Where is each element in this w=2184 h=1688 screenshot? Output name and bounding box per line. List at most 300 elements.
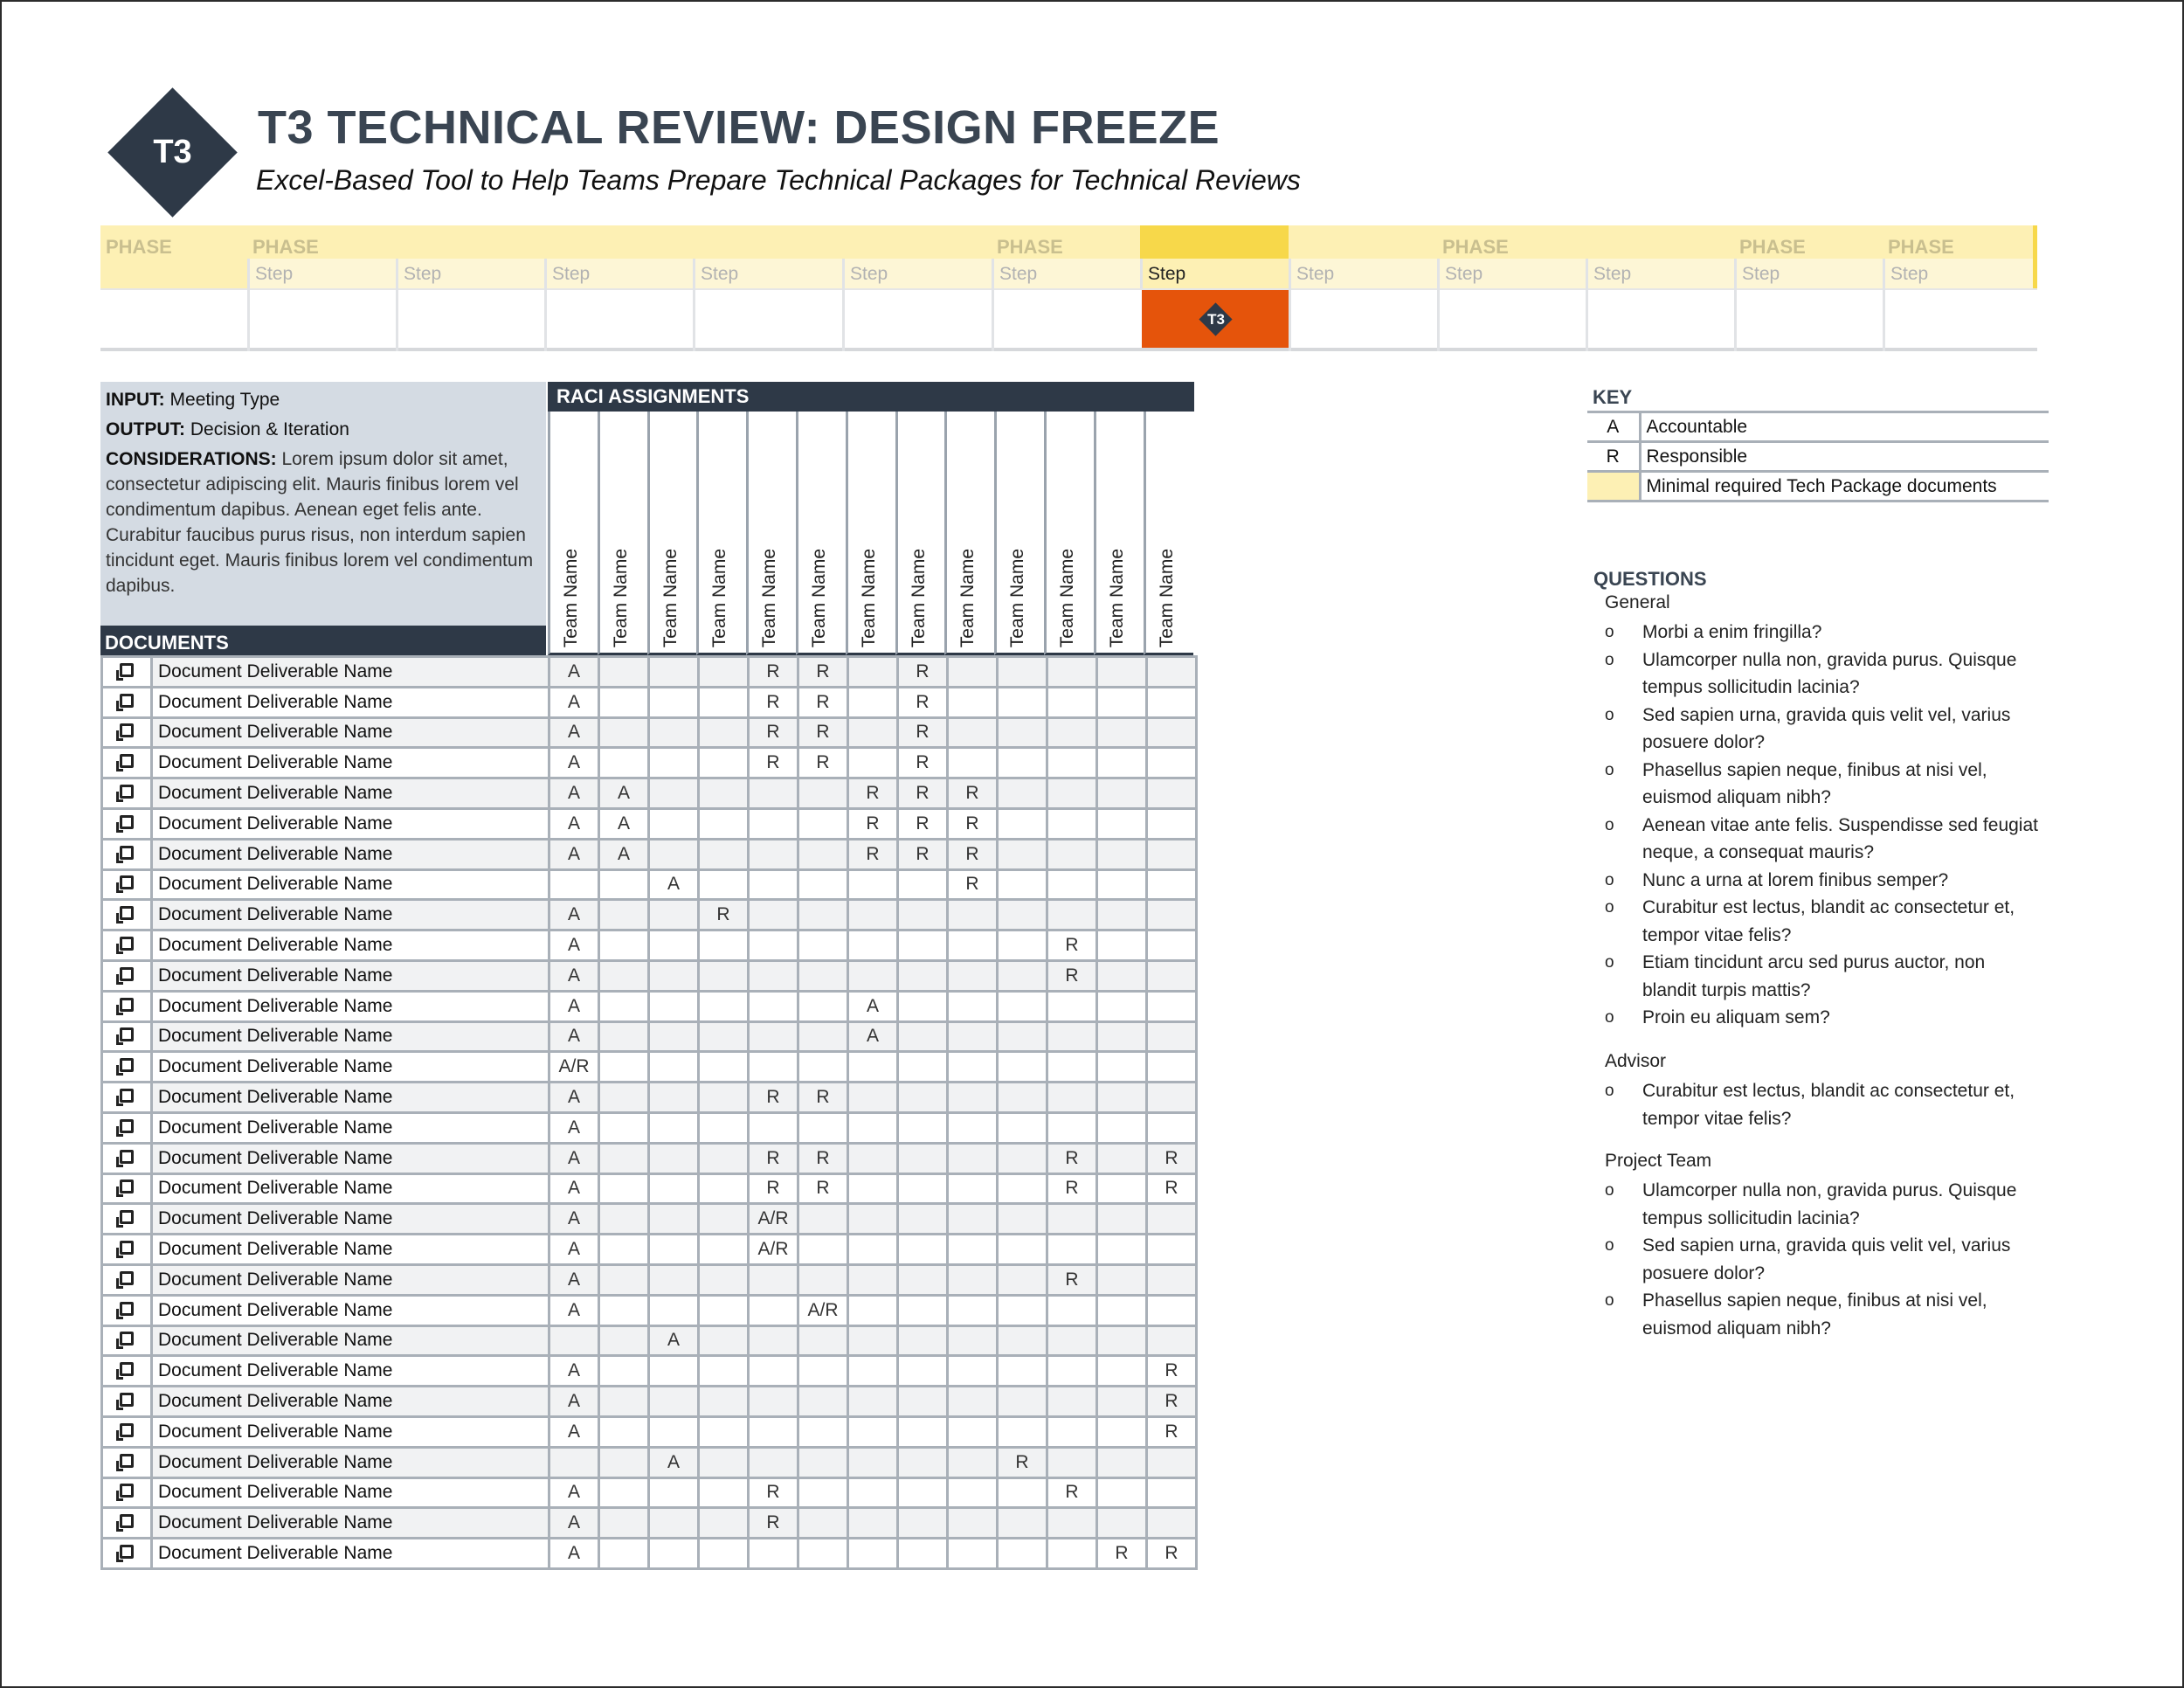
raci-cell[interactable] xyxy=(699,960,749,991)
raci-cell[interactable] xyxy=(948,1539,998,1569)
raci-cell[interactable] xyxy=(1147,930,1197,961)
row-checkbox[interactable] xyxy=(102,778,152,809)
raci-cell[interactable] xyxy=(699,1356,749,1387)
raci-cell[interactable] xyxy=(898,1112,948,1143)
raci-cell[interactable] xyxy=(1097,657,1147,688)
raci-cell[interactable] xyxy=(898,1173,948,1204)
raci-cell[interactable]: R xyxy=(798,717,848,748)
row-checkbox[interactable] xyxy=(102,900,152,930)
checkbox-icon[interactable] xyxy=(120,663,134,677)
checkbox-icon[interactable] xyxy=(120,1058,134,1072)
raci-cell[interactable] xyxy=(599,991,649,1021)
raci-cell[interactable]: A/R xyxy=(549,1052,599,1083)
raci-cell[interactable] xyxy=(998,1204,1047,1235)
raci-cell[interactable] xyxy=(699,1143,749,1173)
row-checkbox[interactable] xyxy=(102,808,152,839)
row-checkbox[interactable] xyxy=(102,1083,152,1113)
raci-cell[interactable] xyxy=(699,717,749,748)
raci-cell[interactable] xyxy=(798,808,848,839)
raci-cell[interactable] xyxy=(848,748,898,778)
raci-cell[interactable]: R xyxy=(948,778,998,809)
raci-cell[interactable] xyxy=(798,1235,848,1265)
raci-cell[interactable] xyxy=(649,1143,699,1173)
raci-cell[interactable] xyxy=(1047,1021,1097,1052)
raci-cell[interactable] xyxy=(599,1083,649,1113)
raci-cell[interactable] xyxy=(699,1447,749,1477)
raci-cell[interactable] xyxy=(948,1264,998,1295)
checkbox-icon[interactable] xyxy=(120,723,134,737)
raci-cell[interactable]: A xyxy=(848,1021,898,1052)
raci-cell[interactable] xyxy=(848,1416,898,1447)
raci-cell[interactable] xyxy=(1097,1204,1147,1235)
raci-cell[interactable]: R xyxy=(798,687,848,717)
raci-cell[interactable]: R xyxy=(898,839,948,869)
raci-cell[interactable] xyxy=(1147,1477,1197,1508)
raci-cell[interactable] xyxy=(848,1508,898,1539)
checkbox-icon[interactable] xyxy=(120,906,134,920)
raci-cell[interactable] xyxy=(599,1235,649,1265)
raci-cell[interactable] xyxy=(1047,1539,1097,1569)
raci-cell[interactable] xyxy=(1097,1387,1147,1417)
raci-cell[interactable] xyxy=(1097,778,1147,809)
checkbox-icon[interactable] xyxy=(120,815,134,829)
raci-cell[interactable] xyxy=(798,960,848,991)
checkbox-icon[interactable] xyxy=(120,1362,134,1376)
raci-cell[interactable] xyxy=(998,1112,1047,1143)
raci-cell[interactable] xyxy=(599,1508,649,1539)
raci-cell[interactable] xyxy=(898,1143,948,1173)
raci-cell[interactable]: R xyxy=(749,1173,798,1204)
raci-cell[interactable] xyxy=(1147,657,1197,688)
checkbox-icon[interactable] xyxy=(120,937,134,951)
raci-cell[interactable] xyxy=(898,1539,948,1569)
raci-cell[interactable] xyxy=(848,1356,898,1387)
raci-cell[interactable] xyxy=(749,869,798,900)
raci-cell[interactable] xyxy=(948,1052,998,1083)
raci-cell[interactable] xyxy=(1047,1295,1097,1325)
row-checkbox[interactable] xyxy=(102,748,152,778)
raci-cell[interactable] xyxy=(798,1387,848,1417)
raci-cell[interactable] xyxy=(798,1539,848,1569)
raci-cell[interactable] xyxy=(649,1173,699,1204)
raci-cell[interactable] xyxy=(699,687,749,717)
raci-cell[interactable] xyxy=(699,839,749,869)
raci-cell[interactable] xyxy=(998,1143,1047,1173)
raci-cell[interactable]: R xyxy=(1147,1387,1197,1417)
raci-cell[interactable]: R xyxy=(1147,1416,1197,1447)
raci-cell[interactable]: A xyxy=(549,1264,599,1295)
raci-cell[interactable] xyxy=(1097,1325,1147,1356)
raci-cell[interactable]: R xyxy=(1147,1356,1197,1387)
raci-cell[interactable] xyxy=(599,1447,649,1477)
raci-cell[interactable]: R xyxy=(699,900,749,930)
raci-cell[interactable] xyxy=(1147,1204,1197,1235)
checkbox-icon[interactable] xyxy=(120,1545,134,1559)
raci-cell[interactable]: R xyxy=(898,748,948,778)
raci-cell[interactable] xyxy=(948,1021,998,1052)
raci-cell[interactable] xyxy=(948,657,998,688)
raci-cell[interactable]: A xyxy=(549,1416,599,1447)
raci-cell[interactable] xyxy=(998,687,1047,717)
checkbox-icon[interactable] xyxy=(120,754,134,768)
raci-cell[interactable] xyxy=(898,1416,948,1447)
raci-cell[interactable] xyxy=(798,1021,848,1052)
raci-cell[interactable] xyxy=(1097,808,1147,839)
row-checkbox[interactable] xyxy=(102,1173,152,1204)
raci-cell[interactable] xyxy=(699,1052,749,1083)
raci-cell[interactable]: R xyxy=(848,839,898,869)
raci-cell[interactable] xyxy=(898,900,948,930)
row-checkbox[interactable] xyxy=(102,1204,152,1235)
raci-cell[interactable] xyxy=(599,1477,649,1508)
raci-cell[interactable] xyxy=(649,1264,699,1295)
raci-cell[interactable]: R xyxy=(1147,1143,1197,1173)
raci-cell[interactable] xyxy=(649,1508,699,1539)
raci-cell[interactable] xyxy=(749,960,798,991)
raci-cell[interactable] xyxy=(798,1204,848,1235)
raci-cell[interactable] xyxy=(798,1447,848,1477)
raci-cell[interactable] xyxy=(1097,1508,1147,1539)
raci-cell[interactable] xyxy=(1147,1447,1197,1477)
checkbox-icon[interactable] xyxy=(120,1332,134,1346)
raci-cell[interactable] xyxy=(649,1539,699,1569)
raci-cell[interactable] xyxy=(699,1204,749,1235)
raci-cell[interactable] xyxy=(1147,808,1197,839)
raci-cell[interactable] xyxy=(649,778,699,809)
raci-cell[interactable] xyxy=(998,1052,1047,1083)
raci-cell[interactable] xyxy=(798,1264,848,1295)
raci-cell[interactable] xyxy=(749,1356,798,1387)
raci-cell[interactable] xyxy=(699,1112,749,1143)
raci-cell[interactable] xyxy=(699,869,749,900)
raci-cell[interactable] xyxy=(948,1447,998,1477)
raci-cell[interactable]: R xyxy=(798,1083,848,1113)
checkbox-icon[interactable] xyxy=(120,1423,134,1437)
raci-cell[interactable] xyxy=(798,1477,848,1508)
raci-cell[interactable] xyxy=(1147,1112,1197,1143)
raci-cell[interactable] xyxy=(1147,778,1197,809)
raci-cell[interactable] xyxy=(1147,960,1197,991)
raci-cell[interactable] xyxy=(998,839,1047,869)
raci-cell[interactable]: R xyxy=(898,808,948,839)
raci-cell[interactable] xyxy=(1097,748,1147,778)
raci-cell[interactable] xyxy=(948,991,998,1021)
raci-cell[interactable] xyxy=(948,1143,998,1173)
raci-cell[interactable]: R xyxy=(848,808,898,839)
row-checkbox[interactable] xyxy=(102,1387,152,1417)
raci-cell[interactable] xyxy=(699,930,749,961)
raci-cell[interactable] xyxy=(649,900,699,930)
raci-cell[interactable] xyxy=(798,930,848,961)
checkbox-icon[interactable] xyxy=(120,1484,134,1498)
row-checkbox[interactable] xyxy=(102,1447,152,1477)
raci-cell[interactable] xyxy=(1097,1052,1147,1083)
raci-cell[interactable] xyxy=(998,1173,1047,1204)
raci-cell[interactable] xyxy=(1097,869,1147,900)
raci-cell[interactable]: R xyxy=(898,778,948,809)
raci-cell[interactable] xyxy=(998,991,1047,1021)
raci-cell[interactable]: R xyxy=(1147,1539,1197,1569)
raci-cell[interactable] xyxy=(749,1112,798,1143)
raci-cell[interactable] xyxy=(998,808,1047,839)
raci-cell[interactable] xyxy=(848,1539,898,1569)
raci-cell[interactable]: R xyxy=(749,657,798,688)
raci-cell[interactable] xyxy=(549,1447,599,1477)
raci-cell[interactable] xyxy=(649,930,699,961)
checkbox-icon[interactable] xyxy=(120,1150,134,1164)
raci-cell[interactable] xyxy=(998,1539,1047,1569)
row-checkbox[interactable] xyxy=(102,839,152,869)
raci-cell[interactable]: A xyxy=(549,1083,599,1113)
raci-cell[interactable] xyxy=(1097,1083,1147,1113)
raci-cell[interactable] xyxy=(1097,1021,1147,1052)
raci-cell[interactable] xyxy=(798,1356,848,1387)
raci-cell[interactable] xyxy=(1147,1052,1197,1083)
raci-cell[interactable]: A xyxy=(549,1112,599,1143)
raci-cell[interactable] xyxy=(848,930,898,961)
raci-cell[interactable] xyxy=(649,657,699,688)
raci-cell[interactable] xyxy=(749,1021,798,1052)
raci-cell[interactable] xyxy=(549,869,599,900)
raci-cell[interactable] xyxy=(749,1539,798,1569)
raci-cell[interactable]: R xyxy=(898,657,948,688)
raci-cell[interactable] xyxy=(649,1204,699,1235)
raci-cell[interactable] xyxy=(599,1387,649,1417)
raci-cell[interactable] xyxy=(798,1052,848,1083)
raci-cell[interactable] xyxy=(1097,1235,1147,1265)
raci-cell[interactable] xyxy=(699,748,749,778)
raci-cell[interactable] xyxy=(599,1539,649,1569)
raci-cell[interactable]: R xyxy=(1047,960,1097,991)
raci-cell[interactable] xyxy=(1097,930,1147,961)
raci-cell[interactable] xyxy=(649,960,699,991)
raci-cell[interactable]: R xyxy=(749,717,798,748)
raci-cell[interactable] xyxy=(1147,1295,1197,1325)
raci-cell[interactable]: A xyxy=(649,1447,699,1477)
raci-cell[interactable] xyxy=(898,1083,948,1113)
raci-cell[interactable] xyxy=(948,1112,998,1143)
row-checkbox[interactable] xyxy=(102,1295,152,1325)
raci-cell[interactable] xyxy=(599,1416,649,1447)
raci-cell[interactable] xyxy=(848,1143,898,1173)
raci-cell[interactable] xyxy=(998,1264,1047,1295)
raci-cell[interactable]: A xyxy=(549,717,599,748)
raci-cell[interactable] xyxy=(848,1477,898,1508)
raci-cell[interactable]: R xyxy=(749,748,798,778)
raci-cell[interactable] xyxy=(898,1204,948,1235)
raci-cell[interactable] xyxy=(1047,1447,1097,1477)
raci-cell[interactable]: R xyxy=(848,778,898,809)
checkbox-icon[interactable] xyxy=(120,1271,134,1285)
checkbox-icon[interactable] xyxy=(120,1089,134,1103)
raci-cell[interactable] xyxy=(699,778,749,809)
raci-cell[interactable]: A xyxy=(549,1387,599,1417)
raci-cell[interactable]: A xyxy=(549,1508,599,1539)
raci-cell[interactable] xyxy=(898,1508,948,1539)
raci-cell[interactable] xyxy=(948,687,998,717)
raci-cell[interactable] xyxy=(798,900,848,930)
raci-cell[interactable] xyxy=(1147,839,1197,869)
raci-cell[interactable] xyxy=(699,1264,749,1295)
raci-cell[interactable] xyxy=(848,1295,898,1325)
raci-cell[interactable] xyxy=(998,1325,1047,1356)
raci-cell[interactable]: A xyxy=(549,687,599,717)
raci-cell[interactable] xyxy=(749,1447,798,1477)
raci-cell[interactable] xyxy=(848,1173,898,1204)
raci-cell[interactable] xyxy=(848,1204,898,1235)
raci-cell[interactable] xyxy=(998,960,1047,991)
raci-cell[interactable] xyxy=(1047,1112,1097,1143)
raci-cell[interactable]: A xyxy=(549,1477,599,1508)
row-checkbox[interactable] xyxy=(102,1356,152,1387)
raci-cell[interactable] xyxy=(1047,1204,1097,1235)
checkbox-icon[interactable] xyxy=(120,785,134,799)
raci-cell[interactable] xyxy=(998,1235,1047,1265)
raci-cell[interactable] xyxy=(599,1356,649,1387)
raci-cell[interactable] xyxy=(998,657,1047,688)
raci-cell[interactable] xyxy=(699,1416,749,1447)
row-checkbox[interactable] xyxy=(102,1112,152,1143)
raci-cell[interactable] xyxy=(649,808,699,839)
checkbox-icon[interactable] xyxy=(120,1393,134,1407)
raci-cell[interactable] xyxy=(749,1387,798,1417)
raci-cell[interactable] xyxy=(599,960,649,991)
raci-cell[interactable] xyxy=(599,930,649,961)
raci-cell[interactable] xyxy=(1047,1325,1097,1356)
raci-cell[interactable] xyxy=(1097,1447,1147,1477)
raci-cell[interactable] xyxy=(898,1052,948,1083)
raci-cell[interactable] xyxy=(599,1204,649,1235)
raci-cell[interactable] xyxy=(1097,1295,1147,1325)
raci-cell[interactable]: A xyxy=(549,1356,599,1387)
raci-cell[interactable]: A xyxy=(549,1173,599,1204)
checkbox-icon[interactable] xyxy=(120,1514,134,1528)
raci-cell[interactable] xyxy=(1097,1416,1147,1447)
raci-cell[interactable] xyxy=(599,687,649,717)
raci-cell[interactable] xyxy=(649,991,699,1021)
raci-cell[interactable]: R xyxy=(1047,1264,1097,1295)
raci-cell[interactable] xyxy=(1147,687,1197,717)
raci-cell[interactable] xyxy=(948,1356,998,1387)
raci-cell[interactable] xyxy=(1097,900,1147,930)
raci-cell[interactable]: A xyxy=(549,991,599,1021)
raci-cell[interactable]: A xyxy=(649,1325,699,1356)
raci-cell[interactable] xyxy=(848,960,898,991)
raci-cell[interactable] xyxy=(1147,1325,1197,1356)
raci-cell[interactable] xyxy=(948,1083,998,1113)
raci-cell[interactable]: A xyxy=(599,778,649,809)
raci-cell[interactable] xyxy=(898,869,948,900)
raci-cell[interactable] xyxy=(649,1052,699,1083)
raci-cell[interactable] xyxy=(1047,1416,1097,1447)
raci-cell[interactable] xyxy=(848,1447,898,1477)
raci-cell[interactable] xyxy=(798,869,848,900)
raci-cell[interactable] xyxy=(699,1508,749,1539)
raci-cell[interactable] xyxy=(1097,717,1147,748)
raci-cell[interactable] xyxy=(749,900,798,930)
raci-cell[interactable]: A/R xyxy=(749,1235,798,1265)
raci-cell[interactable] xyxy=(848,1052,898,1083)
raci-cell[interactable] xyxy=(998,748,1047,778)
raci-cell[interactable] xyxy=(998,1416,1047,1447)
raci-cell[interactable] xyxy=(998,1477,1047,1508)
raci-cell[interactable] xyxy=(749,1416,798,1447)
row-checkbox[interactable] xyxy=(102,1143,152,1173)
raci-cell[interactable] xyxy=(699,1173,749,1204)
raci-cell[interactable]: A xyxy=(549,839,599,869)
raci-cell[interactable] xyxy=(1047,839,1097,869)
checkbox-icon[interactable] xyxy=(120,1180,134,1193)
raci-cell[interactable]: R xyxy=(1047,1173,1097,1204)
raci-cell[interactable]: R xyxy=(798,1143,848,1173)
raci-cell[interactable] xyxy=(998,1387,1047,1417)
raci-cell[interactable] xyxy=(898,930,948,961)
raci-cell[interactable] xyxy=(699,808,749,839)
raci-cell[interactable] xyxy=(649,1295,699,1325)
raci-cell[interactable] xyxy=(898,1295,948,1325)
raci-cell[interactable]: R xyxy=(798,1173,848,1204)
row-checkbox[interactable] xyxy=(102,1021,152,1052)
raci-cell[interactable]: R xyxy=(998,1447,1047,1477)
raci-cell[interactable] xyxy=(1097,687,1147,717)
raci-cell[interactable] xyxy=(948,900,998,930)
raci-cell[interactable] xyxy=(699,991,749,1021)
checkbox-icon[interactable] xyxy=(120,967,134,981)
raci-cell[interactable] xyxy=(1097,1477,1147,1508)
checkbox-icon[interactable] xyxy=(120,875,134,889)
raci-cell[interactable] xyxy=(848,1387,898,1417)
row-checkbox[interactable] xyxy=(102,869,152,900)
raci-cell[interactable]: R xyxy=(749,1083,798,1113)
raci-cell[interactable] xyxy=(1047,1083,1097,1113)
raci-cell[interactable] xyxy=(1147,1264,1197,1295)
raci-cell[interactable] xyxy=(898,1264,948,1295)
raci-cell[interactable] xyxy=(1097,1143,1147,1173)
raci-cell[interactable] xyxy=(649,1416,699,1447)
row-checkbox[interactable] xyxy=(102,717,152,748)
raci-cell[interactable] xyxy=(599,1264,649,1295)
raci-cell[interactable] xyxy=(699,1325,749,1356)
raci-cell[interactable] xyxy=(1047,991,1097,1021)
raci-cell[interactable] xyxy=(599,657,649,688)
raci-cell[interactable] xyxy=(549,1325,599,1356)
raci-cell[interactable] xyxy=(1047,900,1097,930)
raci-cell[interactable] xyxy=(1147,1508,1197,1539)
raci-cell[interactable] xyxy=(699,1021,749,1052)
raci-cell[interactable] xyxy=(1047,869,1097,900)
raci-cell[interactable] xyxy=(848,1264,898,1295)
raci-cell[interactable] xyxy=(948,1325,998,1356)
raci-cell[interactable] xyxy=(1047,1387,1097,1417)
raci-cell[interactable] xyxy=(749,930,798,961)
raci-cell[interactable]: R xyxy=(1047,1477,1097,1508)
raci-cell[interactable]: A xyxy=(599,808,649,839)
raci-cell[interactable] xyxy=(649,1112,699,1143)
raci-cell[interactable] xyxy=(1047,1356,1097,1387)
raci-cell[interactable]: A xyxy=(549,1235,599,1265)
raci-cell[interactable]: A xyxy=(549,930,599,961)
raci-cell[interactable] xyxy=(1147,900,1197,930)
raci-cell[interactable] xyxy=(848,717,898,748)
raci-cell[interactable]: A/R xyxy=(749,1204,798,1235)
row-checkbox[interactable] xyxy=(102,960,152,991)
raci-cell[interactable] xyxy=(1097,1173,1147,1204)
raci-cell[interactable] xyxy=(898,1356,948,1387)
raci-cell[interactable]: A xyxy=(599,839,649,869)
raci-cell[interactable] xyxy=(948,1387,998,1417)
raci-cell[interactable] xyxy=(848,657,898,688)
raci-cell[interactable] xyxy=(599,1325,649,1356)
